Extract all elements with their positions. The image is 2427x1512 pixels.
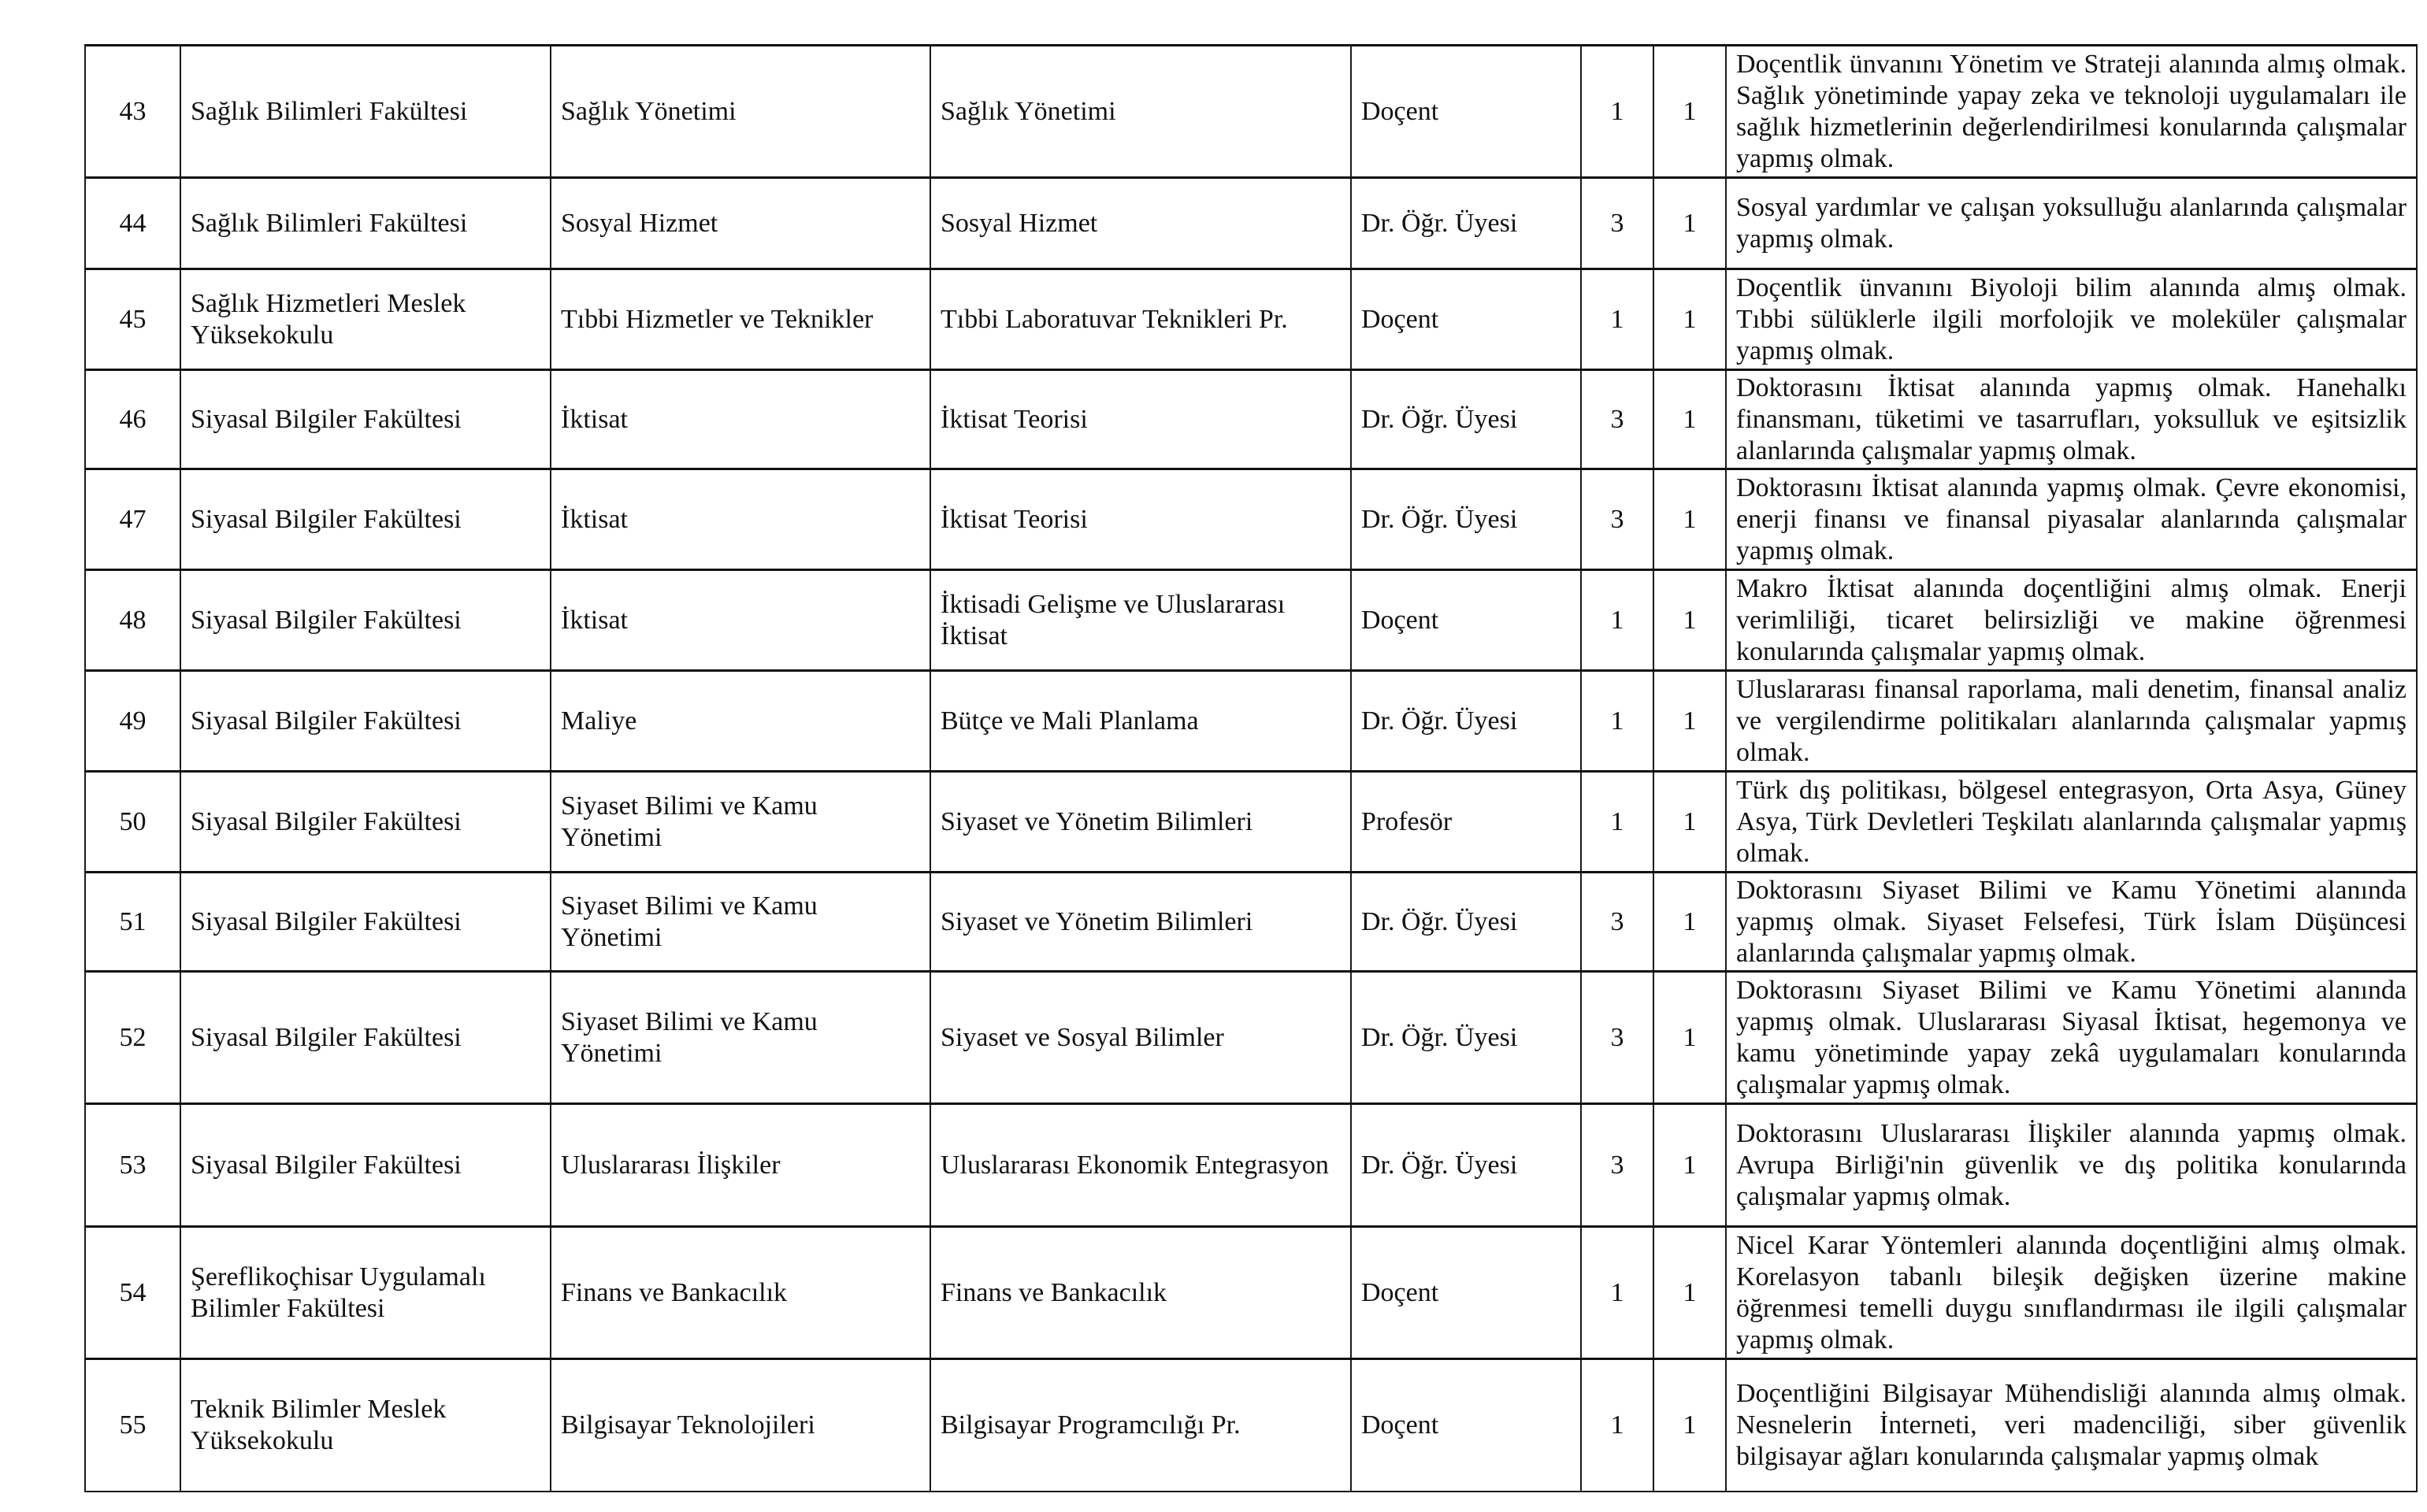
department-cell	[551, 1104, 930, 1227]
program-text: Sağlık Yönetimi	[941, 96, 1116, 126]
row-number	[85, 269, 180, 370]
department-text: Siyaset Bilimi ve Kamu Yönetimi	[561, 891, 818, 952]
unit-text: Siyasal Bilgiler Fakültesi	[191, 1022, 462, 1052]
description-cell	[1726, 1104, 2417, 1227]
row-number	[85, 1227, 180, 1359]
row-number	[85, 972, 180, 1104]
table-row	[85, 873, 2417, 972]
program-text: Finans ve Bankacılık	[941, 1277, 1167, 1307]
department-text: Sağlık Yönetimi	[561, 96, 737, 126]
no-text: 48	[119, 605, 147, 635]
title-text: Dr. Öğr. Üyesi	[1361, 706, 1518, 736]
table-row	[85, 178, 2417, 269]
degree-cell	[1581, 972, 1653, 1104]
degree-text: 1	[1610, 806, 1624, 836]
program-text: İktisat Teorisi	[941, 404, 1088, 434]
program-text: Siyaset ve Yönetim Bilimleri	[941, 806, 1253, 836]
description-cell	[1726, 772, 2417, 873]
department-text: İktisat	[561, 404, 628, 434]
degree-text: 1	[1610, 706, 1624, 736]
department-cell	[551, 671, 930, 772]
title-text: Dr. Öğr. Üyesi	[1361, 404, 1518, 434]
degree-cell	[1581, 570, 1653, 671]
count-text: 1	[1683, 96, 1697, 126]
no-text: 55	[119, 1410, 147, 1440]
count-text: 1	[1683, 208, 1697, 238]
row-number	[85, 469, 180, 570]
department-text: Maliye	[561, 706, 637, 736]
program-text: Tıbbi Laboratuvar Teknikleri Pr.	[941, 304, 1288, 334]
program-cell	[930, 46, 1351, 178]
title-cell	[1351, 178, 1581, 269]
unit-cell	[180, 570, 551, 671]
count-cell	[1653, 46, 1726, 178]
unit-cell	[180, 1359, 551, 1492]
description-text: Doçentliğini Bilgisayar Mühendisliği alanında almış olmak. Nesnelerin İnterneti, veri madenciliği, siber güvenlik bilgisayar ağları konularında çalışmalar yapmış olmak	[1736, 1378, 2407, 1471]
title-text: Doçent	[1361, 1277, 1439, 1307]
row-number	[85, 570, 180, 671]
description-text: Doktorasını İktisat alanında yapmış olmak. Hanehalkı finansmanı, tüketimi ve tasarrufları, yoksulluk ve eşitsizlik alanlarında çalışmalar yapmış olmak.	[1736, 372, 2407, 465]
table-row	[85, 972, 2417, 1104]
description-text: Doktorasını Siyaset Bilimi ve Kamu Yönetimi alanında yapmış olmak. Siyaset Felsefesi, Türk İslam Düşüncesi alanlarında çalışmalar yapmış olmak.	[1736, 875, 2407, 968]
title-text: Doçent	[1361, 96, 1439, 126]
title-cell	[1351, 1227, 1581, 1359]
count-cell	[1653, 671, 1726, 772]
department-cell	[551, 469, 930, 570]
unit-text: Siyasal Bilgiler Fakültesi	[191, 1150, 462, 1180]
department-cell	[551, 772, 930, 873]
description-text: Sosyal yardımlar ve çalışan yoksulluğu alanlarında çalışmalar yapmış olmak.	[1736, 192, 2407, 254]
degree-cell	[1581, 370, 1653, 469]
count-cell	[1653, 570, 1726, 671]
no-text: 46	[119, 404, 147, 434]
degree-text: 1	[1610, 96, 1624, 126]
count-cell	[1653, 269, 1726, 370]
count-text: 1	[1683, 304, 1697, 334]
table-row	[85, 671, 2417, 772]
degree-text: 3	[1610, 208, 1624, 238]
description-text: Doktorasını İktisat alanında yapmış olmak. Çevre ekonomisi, enerji finansı ve finansal piyasalar alanlarında çalışmalar yapmış olmak.	[1736, 472, 2407, 565]
degree-cell	[1581, 1359, 1653, 1492]
department-cell	[551, 1227, 930, 1359]
program-cell	[930, 178, 1351, 269]
no-text: 49	[119, 706, 147, 736]
degree-cell	[1581, 46, 1653, 178]
description-cell	[1726, 570, 2417, 671]
description-text: Nicel Karar Yöntemleri alanında doçentliğini almış olmak. Korelasyon tabanlı bileşik değişken üzerine makine öğrenmesi temelli duygu sınıflandırması ile ilgili çalışmalar yapmış olmak.	[1736, 1230, 2407, 1354]
unit-text: Sağlık Hizmetleri Meslek Yüksekokulu	[191, 288, 466, 350]
positions-table	[84, 44, 2418, 1492]
program-cell	[930, 972, 1351, 1104]
table-row	[85, 1359, 2417, 1492]
unit-cell	[180, 178, 551, 269]
degree-cell	[1581, 671, 1653, 772]
count-text: 1	[1683, 1410, 1697, 1440]
description-cell	[1726, 178, 2417, 269]
row-number	[85, 370, 180, 469]
title-text: Dr. Öğr. Üyesi	[1361, 504, 1518, 534]
count-cell	[1653, 1227, 1726, 1359]
unit-cell	[180, 972, 551, 1104]
title-text: Profesör	[1361, 806, 1453, 836]
degree-cell	[1581, 269, 1653, 370]
unit-cell	[180, 469, 551, 570]
unit-cell	[180, 269, 551, 370]
department-text: Uluslararası İlişkiler	[561, 1150, 781, 1180]
degree-text: 1	[1610, 605, 1624, 635]
description-cell	[1726, 370, 2417, 469]
count-text: 1	[1683, 706, 1697, 736]
description-text: Türk dış politikası, bölgesel entegrasyon, Orta Asya, Güney Asya, Türk Devletleri Teşkilatı alanlarında çalışmalar yapmış olmak.	[1736, 775, 2407, 868]
count-cell	[1653, 1104, 1726, 1227]
title-cell	[1351, 370, 1581, 469]
unit-text: Siyasal Bilgiler Fakültesi	[191, 806, 462, 836]
program-text: Siyaset ve Sosyal Bilimler	[941, 1022, 1224, 1052]
no-text: 50	[119, 806, 147, 836]
description-cell	[1726, 671, 2417, 772]
degree-text: 1	[1610, 1277, 1624, 1307]
department-cell	[551, 873, 930, 972]
description-text: Doçentlik ünvanını Yönetim ve Strateji alanında almış olmak. Sağlık yönetiminde yapay zeka ve teknoloji uygulamaları ile sağlık hizmetlerinin değerlendirilmesi konularında çalışmalar yapmış olmak.	[1736, 49, 2407, 173]
count-cell	[1653, 972, 1726, 1104]
count-cell	[1653, 873, 1726, 972]
title-cell	[1351, 972, 1581, 1104]
description-cell	[1726, 873, 2417, 972]
row-number	[85, 178, 180, 269]
row-number	[85, 873, 180, 972]
table-row	[85, 1104, 2417, 1227]
title-text: Dr. Öğr. Üyesi	[1361, 1022, 1518, 1052]
department-cell	[551, 972, 930, 1104]
program-text: Siyaset ve Yönetim Bilimleri	[941, 906, 1253, 936]
degree-text: 3	[1610, 1022, 1624, 1052]
title-cell	[1351, 570, 1581, 671]
table-row	[85, 570, 2417, 671]
unit-cell	[180, 1227, 551, 1359]
title-cell	[1351, 873, 1581, 972]
program-cell	[930, 469, 1351, 570]
description-cell	[1726, 469, 2417, 570]
no-text: 51	[119, 906, 147, 936]
unit-cell	[180, 370, 551, 469]
table-body	[85, 46, 2417, 1492]
unit-text: Siyasal Bilgiler Fakültesi	[191, 706, 462, 736]
department-text: Tıbbi Hizmetler ve Teknikler	[561, 304, 874, 334]
count-cell	[1653, 469, 1726, 570]
degree-text: 3	[1610, 906, 1624, 936]
count-text: 1	[1683, 1022, 1697, 1052]
title-cell	[1351, 1104, 1581, 1227]
title-text: Doçent	[1361, 304, 1439, 334]
description-text: Makro İktisat alanında doçentliğini almış olmak. Enerji verimliliği, ticaret belirsizliği ve makine öğrenmesi konularında çalışmalar yapmış olmak.	[1736, 573, 2407, 666]
program-cell	[930, 1359, 1351, 1492]
degree-text: 3	[1610, 404, 1624, 434]
description-text: Doktorasını Siyaset Bilimi ve Kamu Yönetimi alanında yapmış olmak. Uluslararası Siyasal İktisat, hegemonya ve kamu yönetiminde yapay zekâ uygulamaları konularında çalışmalar yapmış olmak.	[1736, 975, 2407, 1099]
count-text: 1	[1683, 605, 1697, 635]
program-cell	[930, 370, 1351, 469]
department-text: Sosyal Hizmet	[561, 208, 718, 238]
department-cell	[551, 178, 930, 269]
unit-cell	[180, 671, 551, 772]
program-cell	[930, 269, 1351, 370]
title-cell	[1351, 269, 1581, 370]
count-text: 1	[1683, 1150, 1697, 1180]
no-text: 44	[119, 208, 147, 238]
title-text: Dr. Öğr. Üyesi	[1361, 906, 1518, 936]
department-text: Bilgisayar Teknolojileri	[561, 1410, 815, 1440]
unit-text: Sağlık Bilimleri Fakültesi	[191, 96, 468, 126]
table-row	[85, 1227, 2417, 1359]
program-text: Sosyal Hizmet	[941, 208, 1098, 238]
unit-text: Siyasal Bilgiler Fakültesi	[191, 404, 462, 434]
degree-cell	[1581, 873, 1653, 972]
title-cell	[1351, 1359, 1581, 1492]
degree-cell	[1581, 772, 1653, 873]
degree-text: 1	[1610, 304, 1624, 334]
program-text: İktisadi Gelişme ve Uluslararası İktisat	[941, 589, 1286, 650]
no-text: 53	[119, 1150, 147, 1180]
unit-text: Teknik Bilimler Meslek Yüksekokulu	[191, 1394, 447, 1455]
title-text: Dr. Öğr. Üyesi	[1361, 1150, 1518, 1180]
count-text: 1	[1683, 1277, 1697, 1307]
description-cell	[1726, 1227, 2417, 1359]
description-cell	[1726, 269, 2417, 370]
program-text: Bilgisayar Programcılığı Pr.	[941, 1410, 1241, 1440]
row-number	[85, 671, 180, 772]
no-text: 54	[119, 1277, 147, 1307]
degree-text: 3	[1610, 1150, 1624, 1180]
row-number	[85, 772, 180, 873]
row-number	[85, 46, 180, 178]
program-text: Bütçe ve Mali Planlama	[941, 706, 1199, 736]
count-text: 1	[1683, 504, 1697, 534]
unit-text: Şereflikoçhisar Uygulamalı Bilimler Fakültesi	[191, 1262, 486, 1323]
department-text: Finans ve Bankacılık	[561, 1277, 788, 1307]
count-cell	[1653, 370, 1726, 469]
title-text: Doçent	[1361, 605, 1439, 635]
department-cell	[551, 1359, 930, 1492]
description-text: Doçentlik ünvanını Biyoloji bilim alanında almış olmak. Tıbbi sülüklerle ilgili morfolojik ve moleküler çalışmalar yapmış olmak.	[1736, 272, 2407, 365]
unit-text: Sağlık Bilimleri Fakültesi	[191, 208, 468, 238]
no-text: 47	[119, 504, 147, 534]
degree-cell	[1581, 469, 1653, 570]
department-cell	[551, 46, 930, 178]
description-text: Uluslararası finansal raporlama, mali denetim, finansal analiz ve vergilendirme politikaları alanlarında çalışmalar yapmış olmak.	[1736, 674, 2407, 767]
no-text: 43	[119, 96, 147, 126]
program-cell	[930, 873, 1351, 972]
unit-cell	[180, 1104, 551, 1227]
unit-text: Siyasal Bilgiler Fakültesi	[191, 605, 462, 635]
description-cell	[1726, 46, 2417, 178]
degree-cell	[1581, 178, 1653, 269]
department-text: İktisat	[561, 504, 628, 534]
program-text: Uluslararası Ekonomik Entegrasyon	[941, 1150, 1329, 1180]
description-cell	[1726, 1359, 2417, 1492]
unit-cell	[180, 772, 551, 873]
program-cell	[930, 671, 1351, 772]
department-text: Siyaset Bilimi ve Kamu Yönetimi	[561, 1006, 818, 1068]
unit-text: Siyasal Bilgiler Fakültesi	[191, 504, 462, 534]
table-row	[85, 269, 2417, 370]
program-cell	[930, 1104, 1351, 1227]
title-cell	[1351, 671, 1581, 772]
count-text: 1	[1683, 404, 1697, 434]
table-row	[85, 370, 2417, 469]
title-cell	[1351, 772, 1581, 873]
row-number	[85, 1104, 180, 1227]
title-cell	[1351, 469, 1581, 570]
department-cell	[551, 370, 930, 469]
program-cell	[930, 1227, 1351, 1359]
count-text: 1	[1683, 806, 1697, 836]
title-text: Dr. Öğr. Üyesi	[1361, 208, 1518, 238]
program-text: İktisat Teorisi	[941, 504, 1088, 534]
department-text: Siyaset Bilimi ve Kamu Yönetimi	[561, 791, 818, 852]
unit-text: Siyasal Bilgiler Fakültesi	[191, 906, 462, 936]
title-cell	[1351, 46, 1581, 178]
table-row	[85, 469, 2417, 570]
count-cell	[1653, 1359, 1726, 1492]
degree-cell	[1581, 1104, 1653, 1227]
department-cell	[551, 570, 930, 671]
program-cell	[930, 772, 1351, 873]
count-cell	[1653, 772, 1726, 873]
department-text: İktisat	[561, 605, 628, 635]
table-row	[85, 772, 2417, 873]
row-number	[85, 1359, 180, 1492]
description-text: Doktorasını Uluslararası İlişkiler alanında yapmış olmak. Avrupa Birliği'nin güvenlik ve dış politika konularında çalışmalar yapmış olmak.	[1736, 1118, 2407, 1211]
degree-text: 1	[1610, 1410, 1624, 1440]
count-cell	[1653, 178, 1726, 269]
degree-cell	[1581, 1227, 1653, 1359]
title-text: Doçent	[1361, 1410, 1439, 1440]
degree-text: 3	[1610, 504, 1624, 534]
count-text: 1	[1683, 906, 1697, 936]
no-text: 52	[119, 1022, 147, 1052]
table-row	[85, 46, 2417, 178]
no-text: 45	[119, 304, 147, 334]
program-cell	[930, 570, 1351, 671]
description-cell	[1726, 972, 2417, 1104]
department-cell	[551, 269, 930, 370]
unit-cell	[180, 873, 551, 972]
unit-cell	[180, 46, 551, 178]
